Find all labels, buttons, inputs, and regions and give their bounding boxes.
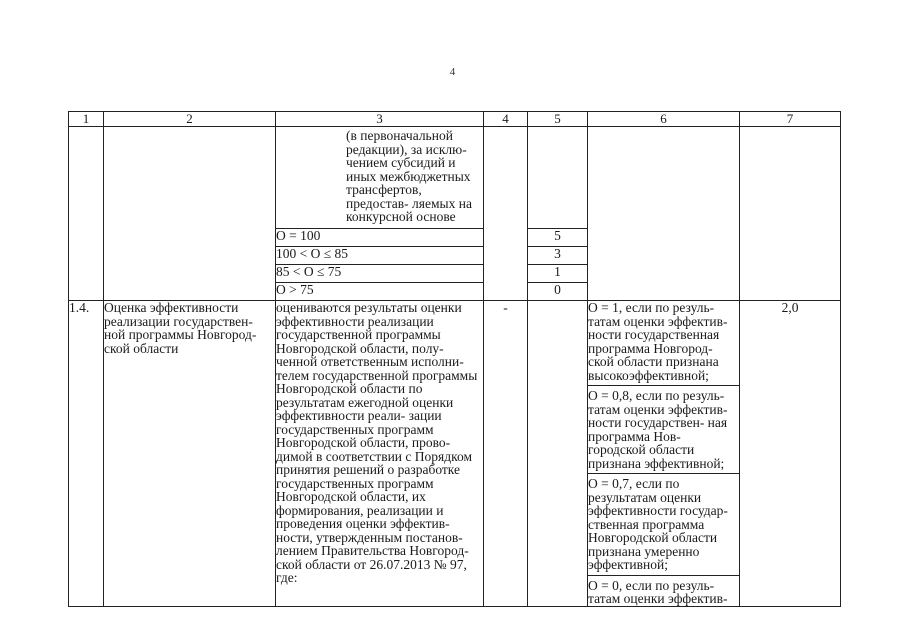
header-cell: 6 [588,112,740,127]
condition-cell: О = 100 [276,229,484,247]
cell-empty [528,127,588,229]
column-number-header [69,112,841,127]
cell-empty [484,127,528,301]
continuation-text: (в первоначальной редакции), за исклю- чением субсидий и иных межбюджетных трансфертов, предостав- ляемых на конкурсной основе [346,128,472,224]
col5-value [528,301,588,607]
page-number: 4 [449,66,456,78]
formula-item: О = 0,8, если по резуль- татам оценки эффектив- ности государствен- ная программа Нов- городской области признана эффективной; [588,385,740,470]
cell-empty [740,127,841,301]
criterion-description: оцениваются результаты оценки эффективности реализации государственной программы Новгородской области, полу- ченной ответственным исполни- телем государственной программы Новгородской области по результатам ежегодной оценки эффективности реали- зации государственных программ Новгородской области, прово- димой в соответствии с Порядком принятия решений о разработке государственных программ Новгородской области, их формирования, реализации и проведения оценки эффектив- ности, утвержденным постанов- лением Правительства Новгород- ской области от 26.07.2013 № 97, где: [276,301,484,607]
criterion-name: Оценка эффективности реализации государствен- ной программы Новгород- ской области [104,301,276,607]
score-cell: 0 [528,283,588,301]
condition-cell: 85 < О ≤ 75 [276,265,484,283]
condition-cell: 100 < О ≤ 85 [276,247,484,265]
header-cell: 3 [276,112,484,127]
score-cell: 1 [528,265,588,283]
table-row [69,127,841,229]
criteria-table [68,111,841,607]
cell-empty [69,127,104,301]
row-number: 1.4. [69,301,104,607]
formula-cell [588,301,740,607]
condition-cell: О > 75 [276,283,484,301]
header-cell: 7 [740,112,841,127]
score-cell: 5 [528,229,588,247]
formula-item: О = 0,7, если по результатам оценки эффективности государ- ственная программа Новгородской области признана умеренно эффективной; [588,473,740,572]
header-cell: 4 [484,112,528,127]
formula-item: О = 0, если по резуль- татам оценки эффектив- [588,575,740,606]
cell-empty [588,127,740,301]
score-cell: 3 [528,247,588,265]
header-cell: 1 [69,112,104,127]
header-cell: 2 [104,112,276,127]
weight-value: 2,0 [740,301,841,607]
cell-empty [104,127,276,301]
continuation-text-cell [276,127,484,229]
col4-value: - [484,301,528,607]
header-cell: 5 [528,112,588,127]
table-row-1-4 [69,301,841,607]
formula-item: О = 1, если по резуль- татам оценки эффектив- ности государственная программа Новгород- ской области признана высокоэффективной; [588,300,728,383]
